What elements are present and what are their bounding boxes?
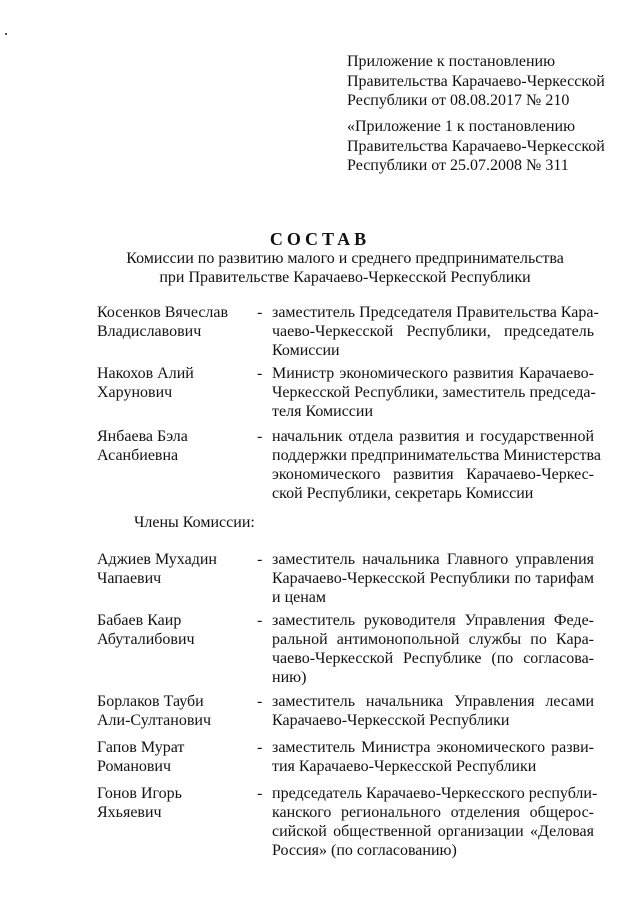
dash-separator: - (257, 739, 263, 756)
subtitle-line: при Правительстве Карачаево-Черкесской Республики (159, 269, 531, 286)
role-line: заместитель начальника Главного управления (272, 551, 594, 568)
patronymic: Романович (97, 758, 172, 775)
patronymic: Абуталибович (97, 631, 195, 648)
scan-speck (5, 33, 7, 35)
patronymic: Яхьяевич (97, 804, 162, 821)
role-line: ральной антимонопольной службы по Кара- (272, 631, 594, 648)
role-line: нию) (272, 669, 307, 686)
appendix-line: Правительства Карачаево-Черкесской (347, 137, 605, 155)
appendix-line: Республики от 25.07.2008 № 311 (347, 157, 569, 174)
person-name (97, 364, 257, 402)
surname-given: Бабаев Каир (97, 612, 182, 629)
role-line: сийской общественной организации «Деловая (272, 823, 594, 840)
appendix-line: «Приложение 1 к постановлению (347, 118, 576, 135)
person-role (272, 303, 599, 360)
members-heading: Члены Комиссии: (134, 514, 255, 531)
role-line: чаево-Черкесской Республике (по согласова- (272, 650, 594, 667)
patronymic: Али-Султанович (97, 712, 211, 729)
role-line: заместитель руководителя Управления Феде- (272, 612, 594, 629)
person-role (272, 611, 594, 687)
person-role (272, 550, 594, 607)
role-line: ской Республики, секретарь Комиссии (272, 485, 534, 502)
appendix-line: Правительства Карачаево-Черкесской (347, 72, 605, 90)
document-subtitle (60, 249, 630, 287)
dash-separator: - (257, 365, 263, 382)
role-line: экономического развития Карачаево-Черкес- (272, 466, 594, 483)
dash-separator: - (257, 428, 263, 445)
person-role (272, 364, 594, 421)
surname-given: Гонов Игорь (97, 785, 182, 802)
person-role (272, 427, 601, 503)
role-line: начальник отдела развития и государственной (272, 428, 594, 445)
surname-given: Борлаков Тауби (97, 693, 204, 710)
appendix-line: Приложение к постановлению (347, 53, 556, 70)
role-line: заместитель Министра экономического разви- (272, 739, 594, 756)
dash-separator: - (257, 304, 263, 321)
role-line: Карачаево-Черкесской Республики (272, 712, 510, 729)
document-title: СОСТАВ (269, 229, 371, 249)
person-name (97, 611, 257, 649)
role-line: председатель Карачаево-Черкесского республи- (272, 785, 598, 802)
dash-separator: - (257, 612, 263, 629)
role-line: заместитель начальника Управления лесами (272, 693, 594, 710)
person-name (97, 550, 257, 588)
dash-separator: - (257, 693, 263, 710)
appendix-line: Республики от 08.08.2017 № 210 (347, 92, 570, 109)
role-line: Карачаево-Черкесской Республики по тарифам (272, 570, 594, 587)
person-role (272, 692, 594, 730)
role-line: и ценам (272, 589, 327, 606)
surname-given: Гапов Мурат (97, 739, 185, 756)
person-name (97, 692, 257, 730)
role-line: Комиссии (272, 342, 340, 359)
person-name (97, 738, 257, 776)
surname-given: Янбаева Бэла (97, 428, 188, 445)
role-line: Россия» (по согласованию) (272, 842, 457, 859)
role-line: Черкесской Республики, заместитель председа- (272, 384, 596, 401)
person-name (97, 784, 257, 822)
role-line: поддержки предпринимательства Министерства (272, 447, 601, 464)
patronymic: Чапаевич (97, 570, 162, 587)
surname-given: Накохов Алий (97, 365, 194, 382)
patronymic: Харунович (97, 384, 173, 401)
appendix-header-current (347, 52, 627, 111)
dash-separator: - (257, 551, 263, 568)
person-role (272, 784, 598, 860)
surname-given: Косенков Вячеслав (97, 304, 229, 321)
role-line: Министр экономического развития Карачаево- (272, 365, 594, 382)
appendix-header-original (347, 117, 627, 176)
role-line: тия Карачаево-Черкесской Республики (272, 758, 537, 775)
role-line: теля Комиссии (272, 403, 374, 420)
role-line: канского регионального отделения общерос- (272, 804, 594, 821)
subtitle-line: Комиссии по развитию малого и среднего предпринимательства (126, 250, 564, 267)
role-line: заместитель Председателя Правительства Кара- (272, 304, 599, 321)
patronymic: Владиславович (97, 323, 202, 340)
person-name (97, 427, 257, 465)
person-role (272, 738, 594, 776)
surname-given: Аджиев Мухадин (97, 551, 217, 568)
role-line: чаево-Черкесской Республики, председатель (272, 323, 594, 340)
person-name (97, 303, 257, 341)
patronymic: Асанбиевна (97, 447, 179, 464)
dash-separator: - (257, 785, 263, 802)
